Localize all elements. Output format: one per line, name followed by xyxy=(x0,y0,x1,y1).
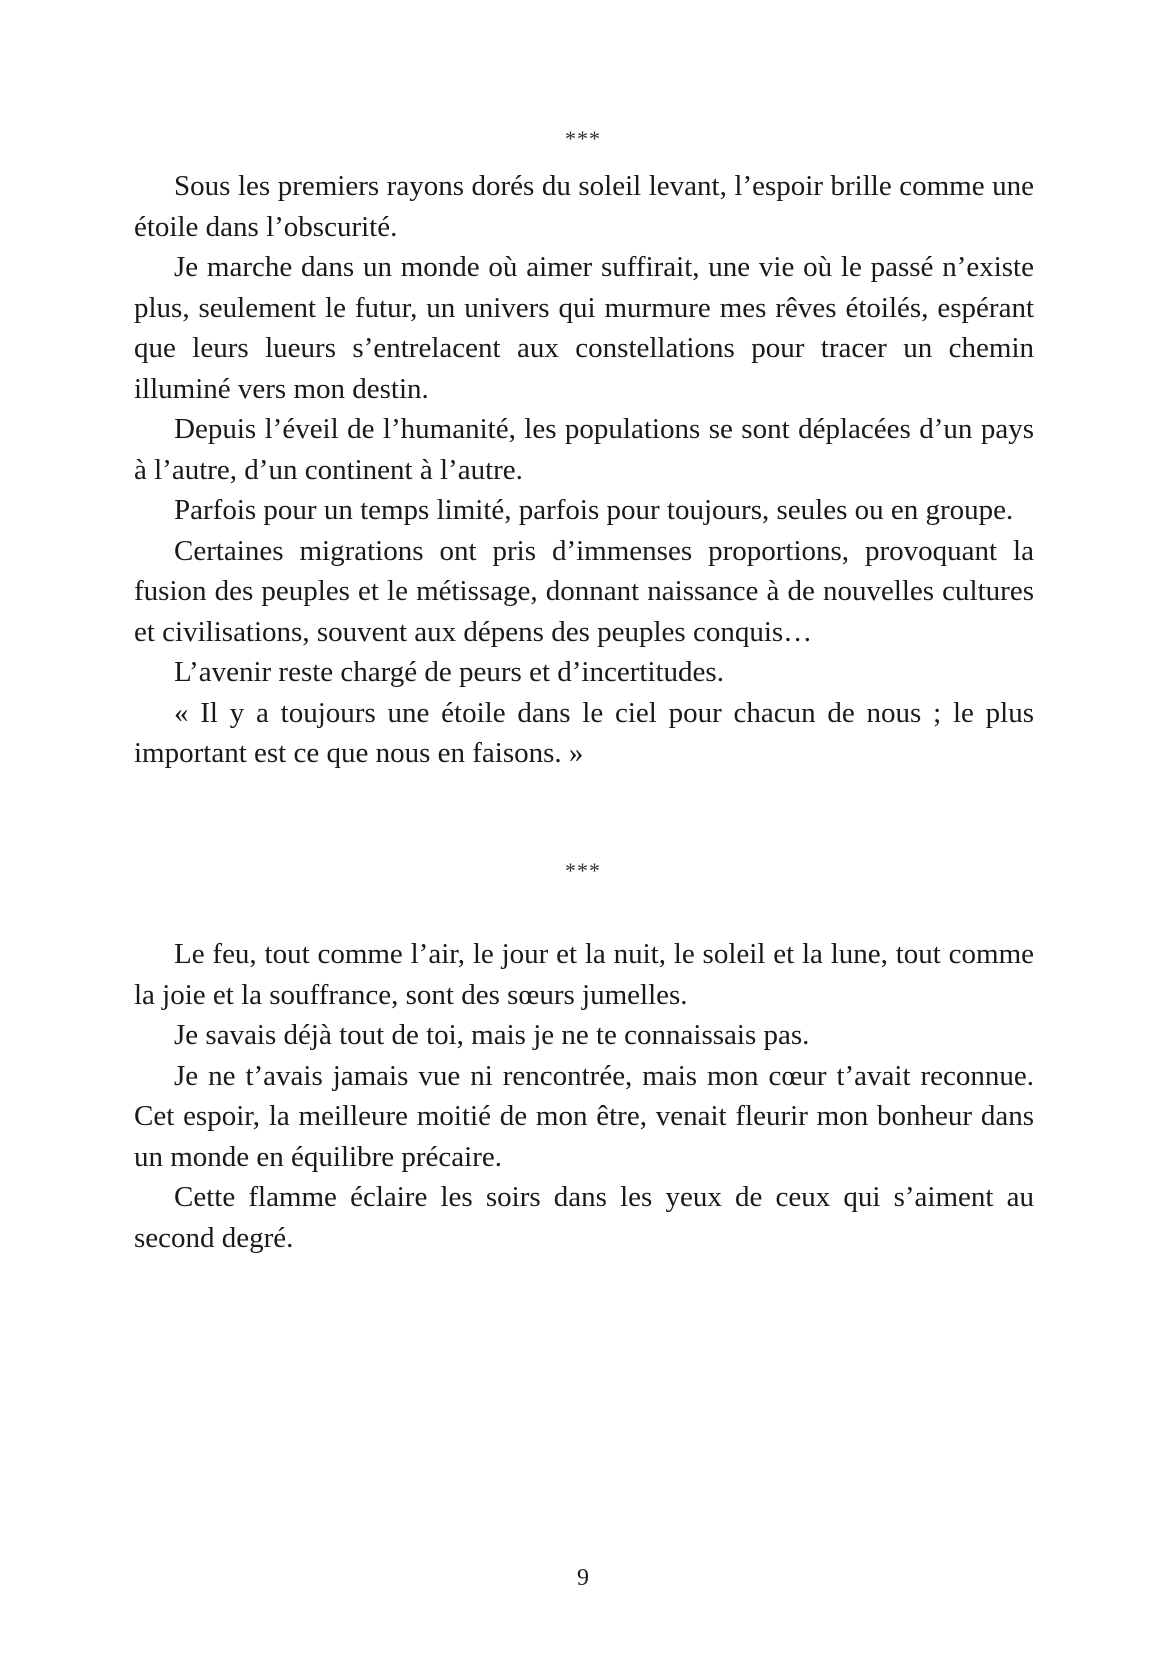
paragraph: Le feu, tout comme l’air, le jour et la nuit, le soleil et la lune, tout comme la joie et la souffrance, sont des sœurs jumelles. xyxy=(134,938,1034,1011)
page-number: 9 xyxy=(577,1565,589,1591)
paragraph: L’avenir reste chargé de peurs et d’incertitudes. xyxy=(174,656,724,688)
paragraph: Sous les premiers rayons dorés du soleil levant, l’espoir brille comme une étoile dans l’obscurité. xyxy=(134,170,1034,243)
paragraph: Parfois pour un temps limité, parfois pour toujours, seules ou en groupe. xyxy=(174,494,1014,526)
section-separator: *** xyxy=(565,126,601,151)
paragraph: Je marche dans un monde où aimer suffirait, une vie où le passé n’existe plus, seulement le futur, un univers qui murmure mes rêves étoilés, espérant que leurs lueurs s’entrelacent aux constellations pour tracer un chemin illuminé vers mon destin. xyxy=(134,251,1034,405)
paragraph: Certaines migrations ont pris d’immenses proportions, provoquant la fusion des peuples et le métissage, donnant naissance à de nouvelles cultures et civilisations, souvent aux dépens des peuples conquis… xyxy=(134,534,1034,648)
paragraph: Cette flamme éclaire les soirs dans les yeux de ceux qui s’aiment au second degré. xyxy=(134,1181,1034,1254)
text-section-2 xyxy=(134,934,1034,1258)
paragraph: Je ne t’avais jamais vue ni rencontrée, mais mon cœur t’avait reconnue. Cet espoir, la meilleure moitié de mon être, venait fleurir mon bonheur dans un monde en équilibre précaire. xyxy=(134,1059,1034,1173)
paragraph: « Il y a toujours une étoile dans le ciel pour chacun de nous ; le plus important est ce que nous en faisons. » xyxy=(134,696,1034,769)
text-section-1 xyxy=(134,166,1034,774)
paragraph: Depuis l’éveil de l’humanité, les populations se sont déplacées d’un pays à l’autre, d’un continent à l’autre. xyxy=(134,413,1034,486)
paragraph: Je savais déjà tout de toi, mais je ne te connaissais pas. xyxy=(174,1019,810,1051)
section-separator: *** xyxy=(565,858,601,883)
